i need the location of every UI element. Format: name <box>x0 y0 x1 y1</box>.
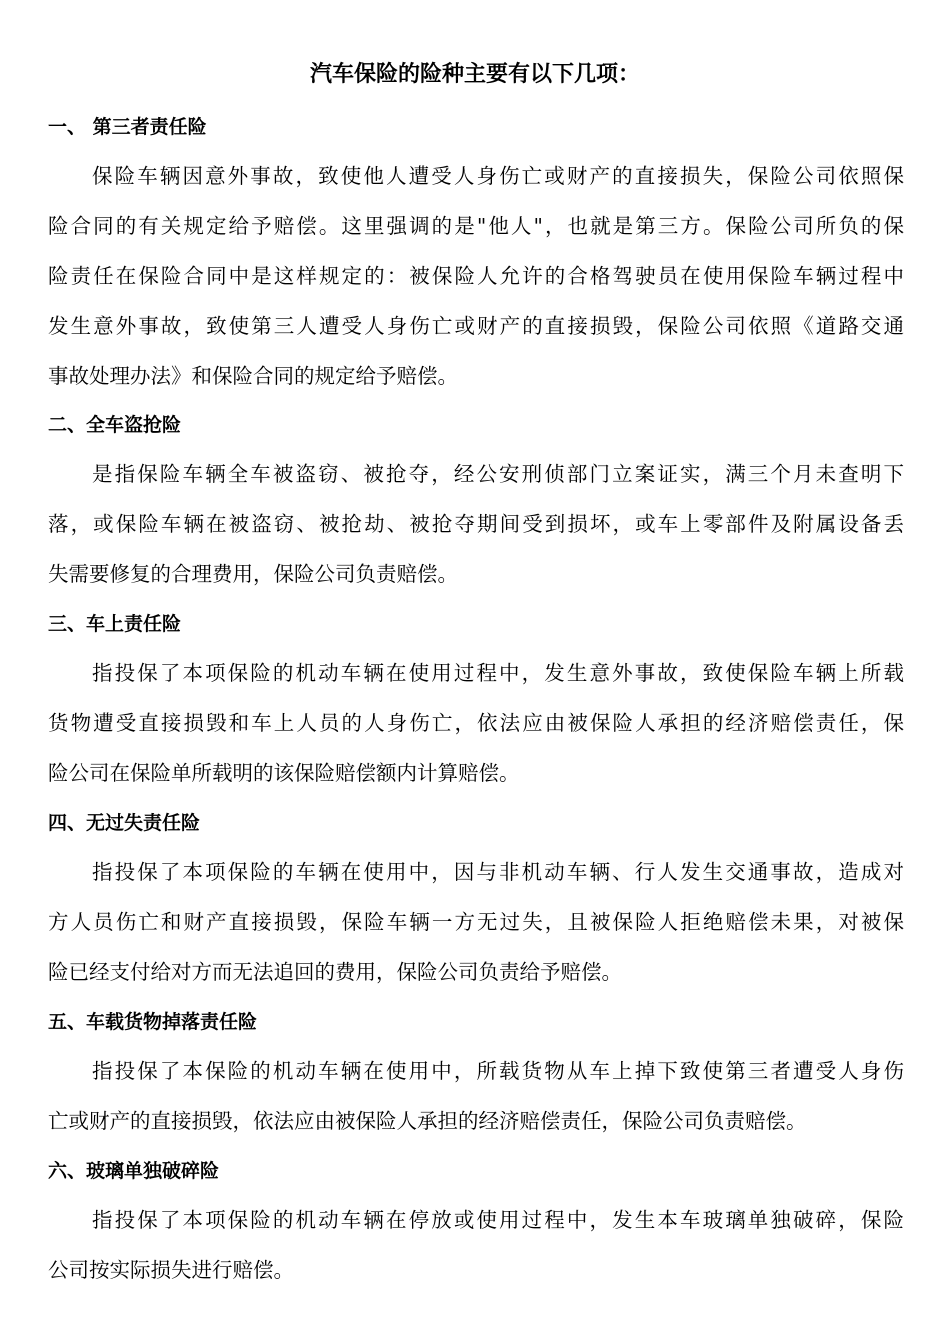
paragraph-line: 指投保了本保险的机动车辆在使用中，所载货物从车上掉下致使第三者遭受人身伤 <box>92 1059 904 1083</box>
paragraph-line: 指投保了本项保险的车辆在使用中，因与非机动车辆、行人发生交通事故，造成对 <box>92 860 904 884</box>
section-heading-third-party-liability: 一、 第三者责任险 <box>48 116 207 138</box>
paragraph-line: 保险车辆因意外事故，致使他人遭受人身伤亡或财产的直接损失，保险公司依照保 <box>92 164 904 188</box>
paragraph-line: 公司按实际损失进行赔偿。 <box>48 1258 294 1282</box>
paragraph-line: 失需要修复的合理费用，保险公司负责赔偿。 <box>48 562 458 586</box>
paragraph-line: 货物遭受直接损毁和车上人员的人身伤亡，依法应由被保险人承担的经济赔偿责任，保 <box>48 711 904 735</box>
paragraph-line: 指投保了本项保险的机动车辆在使用过程中，发生意外事故，致使保险车辆上所载 <box>92 661 904 685</box>
section-body-no-fault-liability <box>48 847 904 997</box>
paragraph-line: 亡或财产的直接损毁，依法应由被保险人承担的经济赔偿责任，保险公司负责赔偿。 <box>48 1109 807 1133</box>
section-heading-falling-cargo-liability: 五、车载货物掉落责任险 <box>48 1011 258 1033</box>
paragraph-line: 指投保了本项保险的机动车辆在停放或使用过程中，发生本车玻璃单独破碎，保险 <box>92 1208 904 1232</box>
section-heading-on-board-liability: 三、车上责任险 <box>48 613 182 635</box>
paragraph-line: 事故处理办法》和保险合同的规定给予赔偿。 <box>48 364 458 388</box>
document-title: 汽车保险的险种主要有以下几项： <box>309 62 640 87</box>
section-body-falling-cargo-liability <box>48 1046 904 1146</box>
paragraph-line: 方人员伤亡和财产直接损毁，保险车辆一方无过失，且被保险人拒绝赔偿未果，对被保 <box>48 910 904 934</box>
paragraph-line: 险已经支付给对方而无法追回的费用，保险公司负责给予赔偿。 <box>48 960 622 984</box>
paragraph-line: 是指保险车辆全车被盗窃、被抢夺，经公安刑侦部门立案证实，满三个月未查明下 <box>92 462 904 486</box>
section-heading-no-fault-liability: 四、无过失责任险 <box>48 812 201 834</box>
paragraph-line: 险合同的有关规定给予赔偿。这里强调的是"他人"，也就是第三方。保险公司所负的保 <box>48 214 904 238</box>
paragraph-line: 险公司在保险单所载明的该保险赔偿额内计算赔偿。 <box>48 761 520 785</box>
section-body-glass-breakage <box>48 1195 904 1295</box>
paragraph-line: 险责任在保险合同中是这样规定的：被保险人允许的合格驾驶员在使用保险车辆过程中 <box>48 264 904 288</box>
section-heading-glass-breakage: 六、玻璃单独破碎险 <box>48 1160 220 1182</box>
section-body-theft-robbery <box>48 449 904 599</box>
section-body-on-board-liability <box>48 648 904 798</box>
paragraph-line: 发生意外事故，致使第三人遭受人身伤亡或财产的直接损毁，保险公司依照《道路交通 <box>48 314 904 338</box>
section-heading-theft-robbery: 二、全车盗抢险 <box>48 414 182 436</box>
section-body-third-party-liability <box>48 151 904 401</box>
paragraph-line: 落，或保险车辆在被盗窃、被抢劫、被抢夺期间受到损坏，或车上零部件及附属设备丢 <box>48 512 904 536</box>
